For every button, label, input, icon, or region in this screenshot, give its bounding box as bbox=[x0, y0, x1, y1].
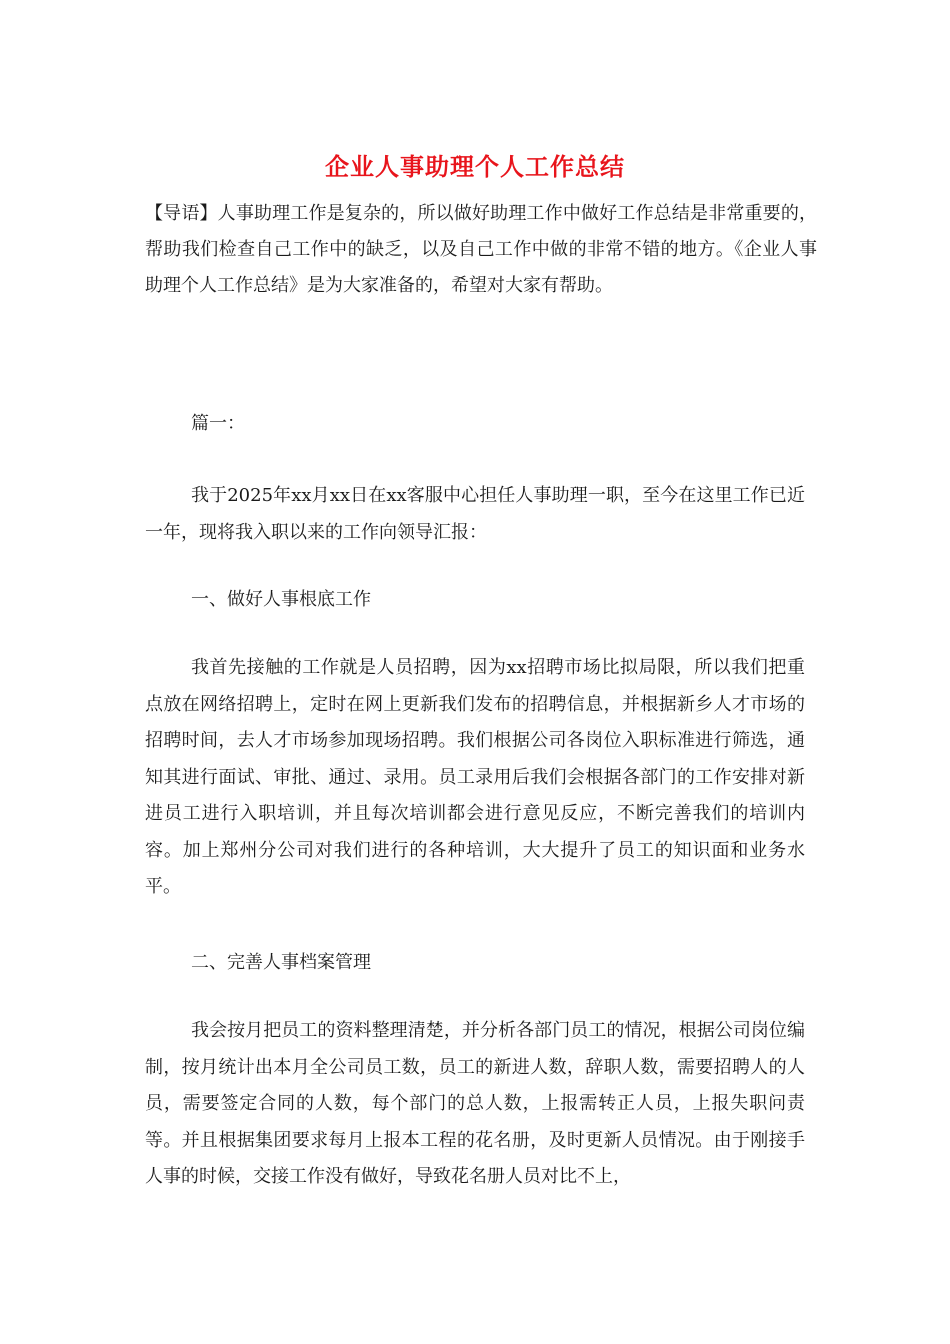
lead-paragraph: 【导语】人事助理工作是复杂的，所以做好助理工作中做好工作总结是非常重要的，帮助我们检查自己工作中的缺乏，以及自己工作中做的非常不错的地方。《企业人事助理个人工作总结》是为大家准备的，希望对大家有帮助。 bbox=[145, 203, 817, 296]
section-2-paragraph: 我会按月把员工的资料整理清楚，并分析各部门员工的情况，根据公司岗位编制，按月统计出本月全公司员工数，员工的新进人数，辞职人数，需要招聘人的人员，需要签定合同的人数，每个部门的总人数，上报需转正人员，上报失职问责等。并且根据集团要求每月上报本工程的花名册，及时更新人员情况。由于刚接手人事的时候，交接工作没有做好，导致花名册人员对比不上， bbox=[145, 1020, 805, 1187]
document-title: 企业人事助理个人工作总结 bbox=[325, 152, 625, 181]
section-1-heading: 一、做好人事根底工作 bbox=[191, 589, 371, 610]
section-1-paragraph: 我首先接触的工作就是人员招聘，因为xx招聘市场比拟局限，所以我们把重点放在网络招聘上，定时在网上更新我们发布的招聘信息，并根据新乡人才市场的招聘时间，去人才市场参加现场招聘。我们根据公司各岗位入职标准进行筛选，通知其进行面试、审批、通过、录用。员工录用后我们会根据各部门的工作安排对新进员工进行入职培训，并且每次培训都会进行意见反应，不断完善我们的培训内容。加上郑州分公司对我们进行的各种培训，大大提升了员工的知识面和业务水平。 bbox=[145, 657, 805, 897]
intro-paragraph: 我于2025年xx月xx日在xx客服中心担任人事助理一职，至今在这里工作已近一年，现将我入职以来的工作向领导汇报： bbox=[145, 485, 805, 543]
section-2-heading: 二、完善人事档案管理 bbox=[191, 952, 371, 973]
part-label: 篇一： bbox=[191, 413, 245, 434]
